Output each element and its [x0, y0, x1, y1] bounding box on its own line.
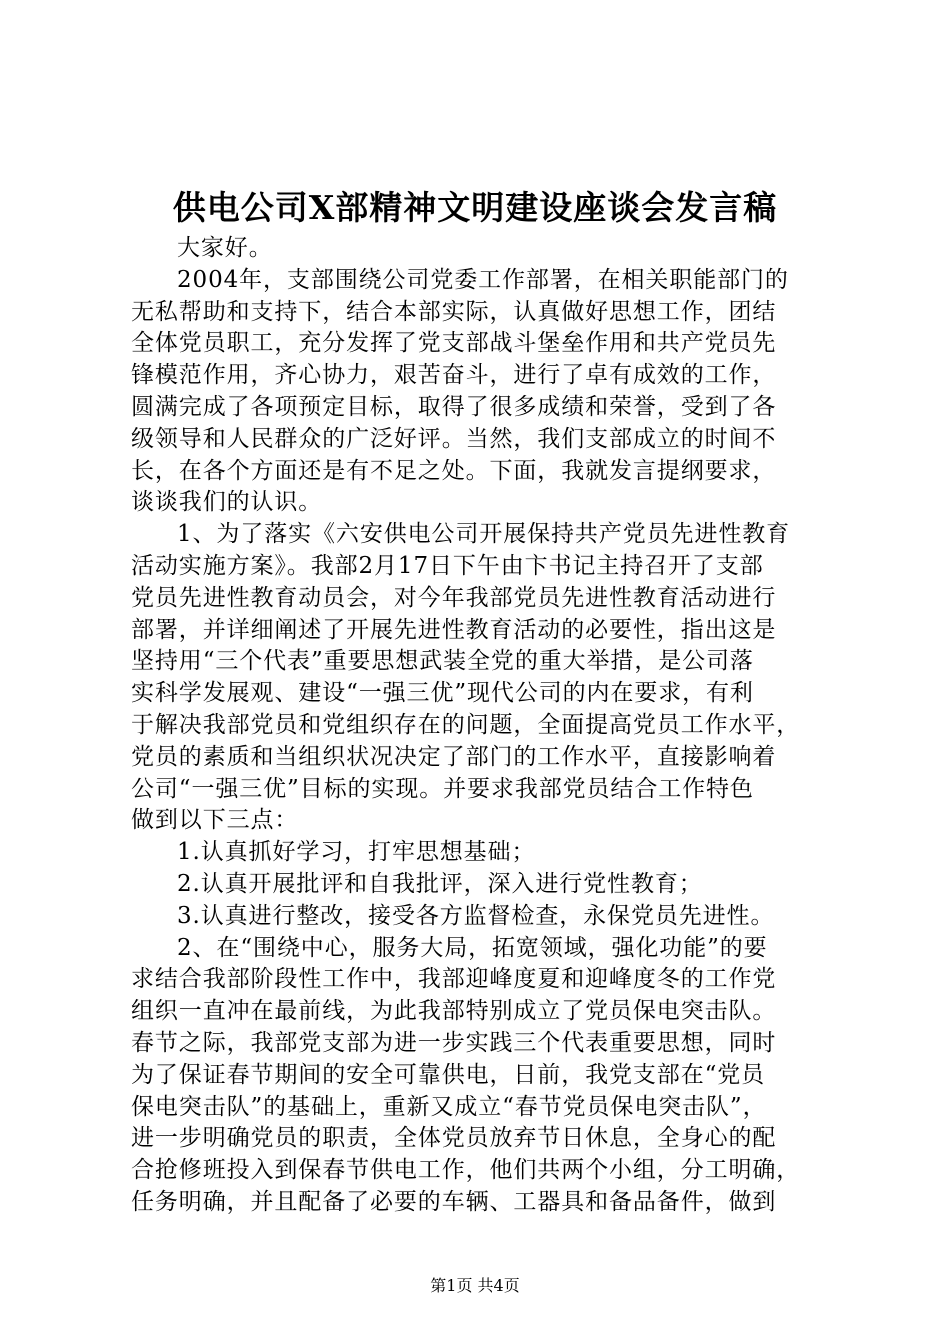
- text-line: 保电突击队”的基础上，重新又成立“春节党员保电突击队”，: [131, 1093, 767, 1120]
- text-line: 党员的素质和当组织状况决定了部门的工作水平，直接影响着: [131, 743, 777, 770]
- text-line: 圆满完成了各项预定目标，取得了很多成绩和荣誉，受到了各: [131, 393, 777, 420]
- text-line: 全体党员职工，充分发挥了党支部战斗堡垒作用和共产党员先: [131, 330, 777, 357]
- text-line: 党员先进性教育动员会，对今年我部党员先进性教育活动进行: [131, 584, 777, 611]
- text-line: 3.认真进行整改，接受各方监督检查，永保党员先进性。: [177, 902, 775, 929]
- text-line: 2004年，支部围绕公司党委工作部署，在相关职能部门的: [177, 266, 789, 293]
- text-line: 进一步明确党员的职责，全体党员放弃节日休息，全身心的配: [131, 1125, 777, 1152]
- text-line: 无私帮助和支持下，结合本部实际，认真做好思想工作，团结: [131, 298, 777, 325]
- text-line: 2、在“围绕中心，服务大局，拓宽领域，强化功能”的要: [177, 934, 768, 961]
- text-line: 锋模范作用，齐心协力，艰苦奋斗，进行了卓有成效的工作，: [131, 362, 777, 389]
- text-line: 2.认真开展批评和自我批评，深入进行党性教育；: [177, 870, 703, 897]
- text-line: 春节之际，我部党支部为进一步实践三个代表重要思想，同时: [131, 1029, 777, 1056]
- text-line: 1、为了落实《六安供电公司开展保持共产党员先进性教育: [177, 521, 791, 548]
- text-line: 为了保证春节期间的安全可靠供电，日前，我党支部在“党员: [131, 1061, 766, 1088]
- text-line: 大家好。: [177, 235, 273, 261]
- text-line: 级领导和人民群众的广泛好评。当然，我们支部成立的时间不: [131, 425, 777, 452]
- text-line: 求结合我部阶段性工作中，我部迎峰度夏和迎峰度冬的工作党: [131, 966, 777, 993]
- text-line: 合抢修班投入到保春节供电工作，他们共两个小组，分工明确，: [131, 1157, 801, 1184]
- text-line: 活动实施方案》。我部2月17日下午由卞书记主持召开了支部: [131, 552, 764, 579]
- page-footer: 第1页 共4页: [430, 1276, 520, 1295]
- text-line: 组织一直冲在最前线，为此我部特别成立了党员保电突击队。: [131, 998, 777, 1025]
- document-body: [131, 233, 834, 1219]
- text-line: 长，在各个方面还是有不足之处。下面，我就发言提纲要求，: [131, 457, 777, 484]
- text-line: 做到以下三点：: [131, 807, 299, 834]
- text-line: 实科学发展观、建设“一强三优”现代公司的内在要求，有利: [131, 680, 754, 707]
- text-line: 于解决我部党员和党组织存在的问题，全面提高党员工作水平，: [131, 711, 801, 738]
- text-line: 任务明确，并且配备了必要的车辆、工器具和备品备件，做到: [131, 1188, 777, 1215]
- text-line: 谈谈我们的认识。: [131, 489, 323, 516]
- text-line: 公司“一强三优”目标的实现。并要求我部党员结合工作特色: [131, 775, 754, 802]
- text-line: 坚持用“三个代表”重要思想武装全党的重大举措，是公司落: [131, 648, 754, 675]
- text-line: 1.认真抓好学习，打牢思想基础；: [177, 839, 536, 866]
- text-line: 部署，并详细阐述了开展先进性教育活动的必要性，指出这是: [131, 616, 777, 643]
- document-title: 供电公司X部精神文明建设座谈会发言稿: [172, 188, 778, 227]
